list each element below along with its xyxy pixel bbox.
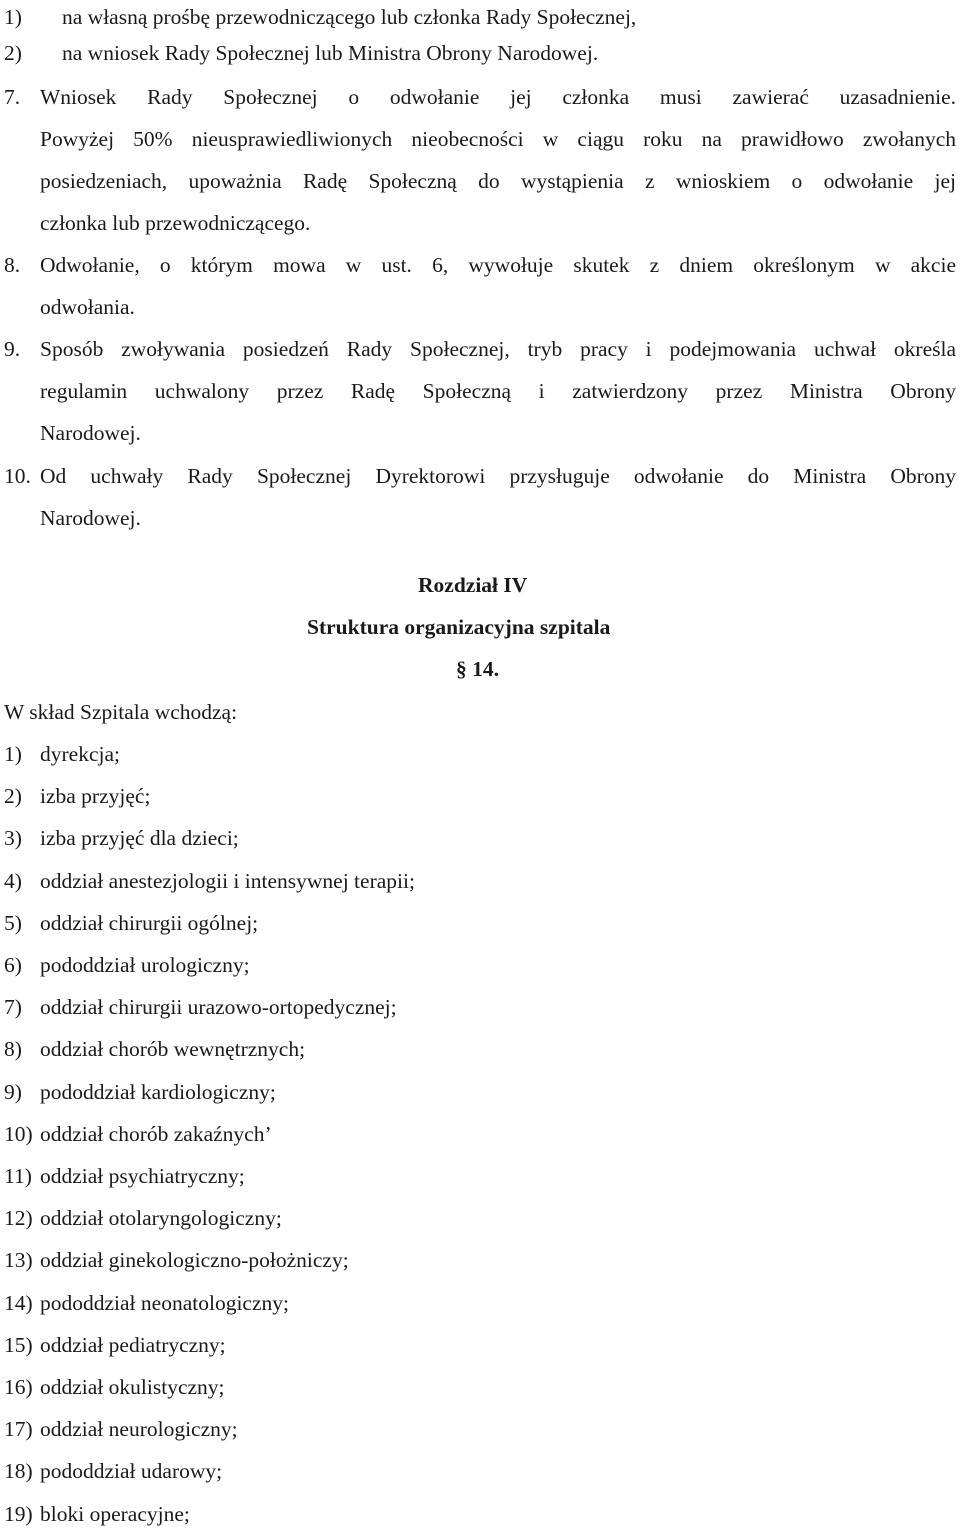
chapter-subtitle: Struktura organizacyjna szpitala <box>307 615 611 639</box>
list-item-number: 2) <box>4 784 22 808</box>
list-item-number: 7) <box>4 995 22 1019</box>
list-item-number: 19) <box>4 1502 33 1526</box>
list-item-text: dyrekcja; <box>40 742 120 766</box>
paragraph-line: Odwołanie, o którym mowa w ust. 6, wywołuje skutek z dniem określonym w akcie <box>40 253 956 277</box>
list-item-text: pododdział urologiczny; <box>40 953 250 977</box>
list-item-text: na własną prośbę przewodniczącego lub członka Rady Społecznej, <box>62 5 637 29</box>
paragraph-number: 8. <box>4 253 21 277</box>
list-item-number: 10) <box>4 1122 33 1146</box>
list-item-number: 4) <box>4 869 22 893</box>
paragraph-line: Powyżej 50% nieusprawiedliwionych nieobecności w ciągu roku na prawidłowo zwołanych <box>40 127 956 151</box>
chapter-title: Rozdział IV <box>418 573 528 597</box>
list-item-number: 11) <box>4 1164 32 1188</box>
list-item-text: oddział psychiatryczny; <box>40 1164 245 1188</box>
section-number: § 14. <box>456 657 499 681</box>
list-item-text: pododdział udarowy; <box>40 1459 223 1483</box>
list-intro: W skład Szpitala wchodzą: <box>4 700 238 724</box>
list-item-text: oddział otolaryngologiczny; <box>40 1206 282 1230</box>
list-item-text: na wniosek Rady Społecznej lub Ministra Obrony Narodowej. <box>62 41 599 65</box>
list-item-text: oddział anestezjologii i intensywnej terapii; <box>40 869 415 893</box>
list-item-text: oddział chirurgii ogólnej; <box>40 911 259 935</box>
list-item-text: oddział chorób zakaźnych’ <box>40 1122 272 1146</box>
list-item-number: 15) <box>4 1333 33 1357</box>
list-item-text: izba przyjęć; <box>40 784 151 808</box>
list-item-number: 9) <box>4 1080 22 1104</box>
list-item-number: 18) <box>4 1459 33 1483</box>
list-item-text: bloki operacyjne; <box>40 1502 190 1526</box>
list-item-text: oddział pediatryczny; <box>40 1333 226 1357</box>
list-item-text: oddział ginekologiczno-położniczy; <box>40 1248 349 1272</box>
paragraph-line: członka lub przewodniczącego. <box>40 211 311 235</box>
paragraph-number: 9. <box>4 337 21 361</box>
paragraph-line: Narodowej. <box>40 506 141 530</box>
list-item-text: izba przyjęć dla dzieci; <box>40 826 239 850</box>
list-item-number: 17) <box>4 1417 33 1441</box>
list-item-text: pododdział kardiologiczny; <box>40 1080 276 1104</box>
list-item-number: 12) <box>4 1206 33 1230</box>
paragraph-line: Od uchwały Rady Społecznej Dyrektorowi przysługuje odwołanie do Ministra Obrony <box>40 464 956 488</box>
paragraph-line: Sposób zwoływania posiedzeń Rady Społecznej, tryb pracy i podejmowania uchwał określa <box>40 337 956 361</box>
list-item-number: 16) <box>4 1375 33 1399</box>
list-item-number: 1) <box>4 742 22 766</box>
list-item-number: 14) <box>4 1291 33 1315</box>
list-item-text: pododdział neonatologiczny; <box>40 1291 289 1315</box>
list-item-number: 3) <box>4 826 22 850</box>
list-item-text: oddział chorób wewnętrznych; <box>40 1037 306 1061</box>
paragraph-line: Wniosek Rady Społecznej o odwołanie jej członka musi zawierać uzasadnienie. <box>40 85 956 109</box>
paragraph-line: Narodowej. <box>40 421 141 445</box>
list-item-number: 1) <box>4 5 22 29</box>
list-item-number: 8) <box>4 1037 22 1061</box>
list-item-text: oddział neurologiczny; <box>40 1417 238 1441</box>
list-item-number: 5) <box>4 911 22 935</box>
list-item-text: oddział okulistyczny; <box>40 1375 225 1399</box>
paragraph-number: 10. <box>4 464 31 488</box>
list-item-number: 6) <box>4 953 22 977</box>
list-item-text: oddział chirurgii urazowo-ortopedycznej; <box>40 995 397 1019</box>
paragraph-line: regulamin uchwalony przez Radę Społeczną i zatwierdzony przez Ministra Obrony <box>40 379 956 403</box>
paragraph-line: posiedzeniach, upoważnia Radę Społeczną do wystąpienia z wnioskiem o odwołanie jej <box>40 169 956 193</box>
paragraph-line: odwołania. <box>40 295 135 319</box>
list-item-number: 13) <box>4 1248 33 1272</box>
paragraph-number: 7. <box>4 85 21 109</box>
list-item-number: 2) <box>4 41 22 65</box>
